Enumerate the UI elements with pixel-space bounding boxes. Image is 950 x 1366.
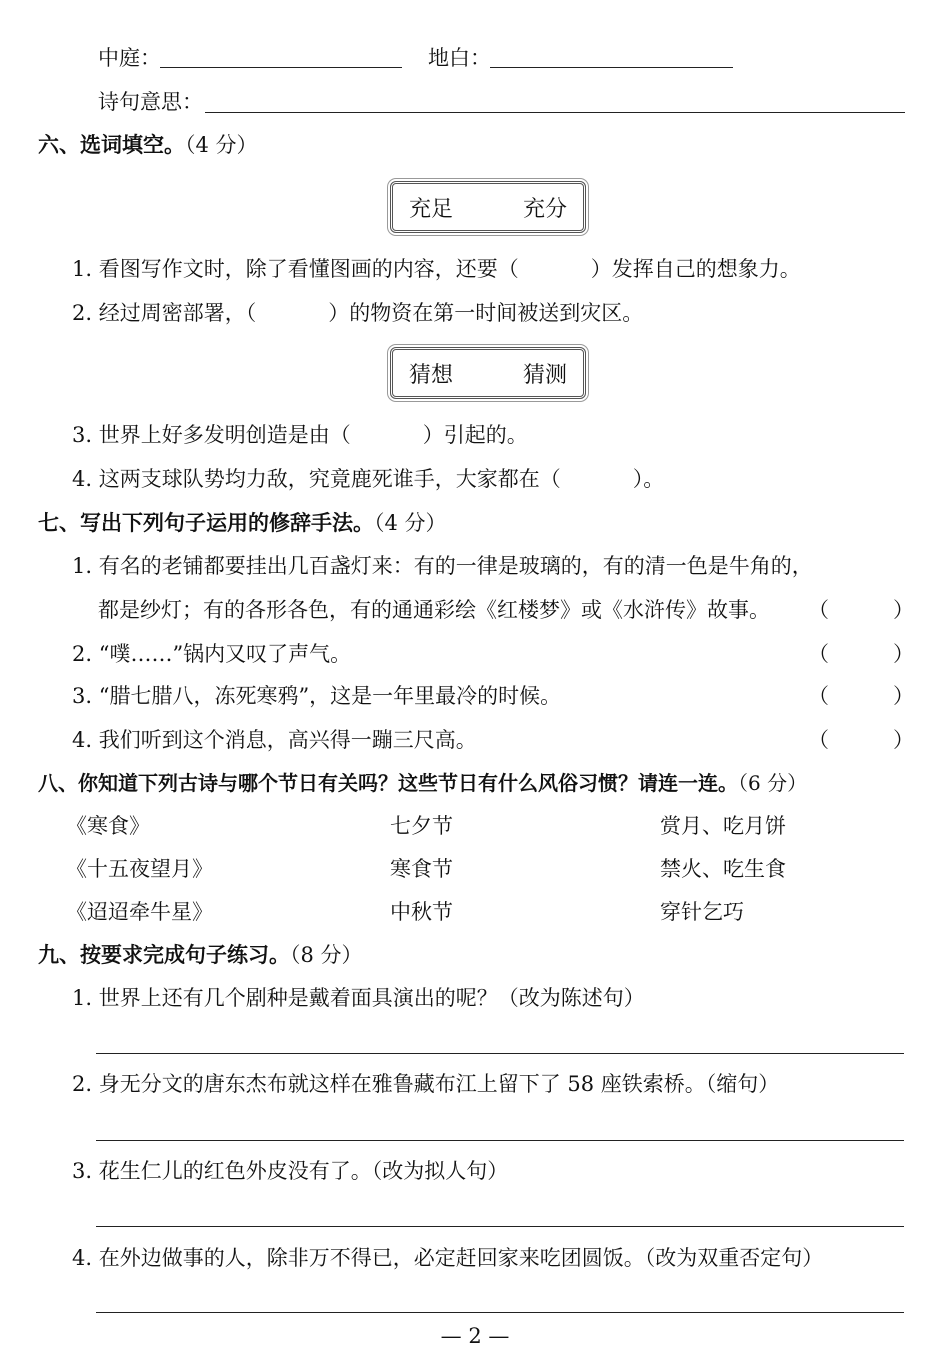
meaning-answer-line[interactable] xyxy=(205,112,905,113)
s9-question-4 xyxy=(72,1244,823,1272)
ground-label: 地白： xyxy=(428,46,491,70)
poem-3[interactable]: 《迢迢牵牛星》 xyxy=(66,900,213,924)
s6-q4-text-a: 4. 这两支球队势均力敌，究竟鹿死谁手，大家都在（ xyxy=(72,467,561,491)
word-box-2-word-a: 猜想 xyxy=(409,362,454,388)
s9-q3-text: 3. 花生仁儿的红色外皮没有了。 xyxy=(72,1159,372,1183)
s7-q1-answer-close: ） xyxy=(893,598,914,622)
section-6-points: （4 分） xyxy=(185,133,258,157)
s6-q1-text-a: 1. 看图写作文时，除了看懂图画的内容，还要（ xyxy=(72,257,519,281)
word-box-2-word-b: 猜测 xyxy=(522,362,567,388)
word-box-2 xyxy=(390,347,586,399)
s9-q2-answer-line[interactable] xyxy=(96,1140,904,1141)
meaning-label: 诗句意思： xyxy=(98,90,203,114)
s6-question-3 xyxy=(72,421,528,449)
s7-question-4: 4. 我们听到这个消息，高兴得一蹦三尺高。 xyxy=(72,728,477,752)
s6-q2-text-b: ）的物资在第一时间被送到灾区。 xyxy=(328,301,644,325)
section-7-heading xyxy=(38,509,447,537)
s9-q1-requirement: （改为陈述句） xyxy=(497,986,645,1010)
s6-q4-text-b: ）。 xyxy=(632,467,665,491)
courtyard-answer-line[interactable] xyxy=(160,67,402,68)
s9-q4-text: 4. 在外边做事的人，除非万不得已，必定赶回家来吃团圆饭。 xyxy=(72,1246,645,1270)
festival-3[interactable]: 中秋节 xyxy=(390,900,453,924)
s6-q3-text-a: 3. 世界上好多发明创造是由（ xyxy=(72,423,351,447)
section-7-points: （4 分） xyxy=(374,511,447,535)
poem-2[interactable]: 《十五夜望月》 xyxy=(66,857,213,881)
s9-q1-text: 1. 世界上还有几个剧种是戴着面具演出的呢？ xyxy=(72,986,498,1010)
s7-q4-answer-open[interactable]: （ xyxy=(808,728,829,752)
s7-q4-answer-close: ） xyxy=(893,728,914,752)
section-9-title: 九、按要求完成句子练习。 xyxy=(38,943,290,967)
word-box-1-word-b: 充分 xyxy=(522,196,567,222)
s6-q3-text-b: ）引起的。 xyxy=(422,423,528,447)
s9-q2-text: 2. 身无分文的唐东杰布就这样在雅鲁藏布江上留下了 58 座铁索桥。 xyxy=(72,1072,706,1096)
s6-question-2 xyxy=(72,299,643,327)
s7-q3-answer-open[interactable]: （ xyxy=(808,684,829,708)
s9-q2-requirement: （缩句） xyxy=(705,1072,780,1096)
s7-question-1-line-1: 1. 有名的老铺都要挂出几百盏灯来：有的一律是玻璃的，有的清一色是牛角的， xyxy=(72,554,813,578)
section-8-points: （6 分） xyxy=(738,771,808,795)
poem-1[interactable]: 《寒食》 xyxy=(66,814,150,838)
section-6-heading xyxy=(38,131,258,159)
s7-q1-answer-open[interactable]: （ xyxy=(808,598,829,622)
courtyard-label: 中庭： xyxy=(98,46,161,70)
word-box-1 xyxy=(390,181,586,233)
s9-q4-answer-line[interactable] xyxy=(96,1312,904,1313)
s7-q3-answer-close: ） xyxy=(893,684,914,708)
s9-q1-answer-line[interactable] xyxy=(96,1053,904,1054)
s9-question-1 xyxy=(72,984,645,1012)
section-8-title: 八、你知道下列古诗与哪个节日有关吗？这些节日有什么风俗习惯？请连一连。 xyxy=(38,771,738,795)
s6-q1-text-b: ）发挥自己的想象力。 xyxy=(590,257,801,281)
festival-2[interactable]: 寒食节 xyxy=(390,857,453,881)
s7-q2-answer-close: ） xyxy=(893,642,914,666)
s6-q2-text-a: 2. 经过周密部署，（ xyxy=(72,301,257,325)
custom-2[interactable]: 禁火、吃生食 xyxy=(660,857,786,881)
s9-question-3 xyxy=(72,1157,508,1185)
word-box-1-word-a: 充足 xyxy=(409,196,454,222)
ground-answer-line[interactable] xyxy=(490,67,733,68)
s7-q2-answer-open[interactable]: （ xyxy=(808,642,829,666)
s6-question-1 xyxy=(72,255,801,283)
s7-question-2: 2. “噗……”锅内又叹了声气。 xyxy=(72,642,352,666)
section-9-points: （8 分） xyxy=(290,943,363,967)
s7-question-3: 3. “腊七腊八，冻死寒鸦”，这是一年里最冷的时候。 xyxy=(72,684,562,708)
festival-1[interactable]: 七夕节 xyxy=(390,814,453,838)
s7-question-1-line-2: 都是纱灯；有的各形各色，有的通通彩绘《红楼梦》或《水浒传》故事。 xyxy=(98,598,770,622)
section-6-title: 六、选词填空。 xyxy=(38,133,185,157)
section-8-heading xyxy=(38,769,807,797)
s6-question-4 xyxy=(72,465,664,493)
section-7-title: 七、写出下列句子运用的修辞手法。 xyxy=(38,511,374,535)
custom-1[interactable]: 赏月、吃月饼 xyxy=(660,814,786,838)
s9-q3-answer-line[interactable] xyxy=(96,1226,904,1227)
section-9-heading xyxy=(38,941,363,969)
s9-question-2 xyxy=(72,1070,779,1098)
custom-3[interactable]: 穿针乞巧 xyxy=(660,900,744,924)
s9-q4-requirement: （改为双重否定句） xyxy=(644,1246,824,1270)
page-number: — 2 — xyxy=(440,1324,510,1348)
s9-q3-requirement: （改为拟人句） xyxy=(371,1159,509,1183)
